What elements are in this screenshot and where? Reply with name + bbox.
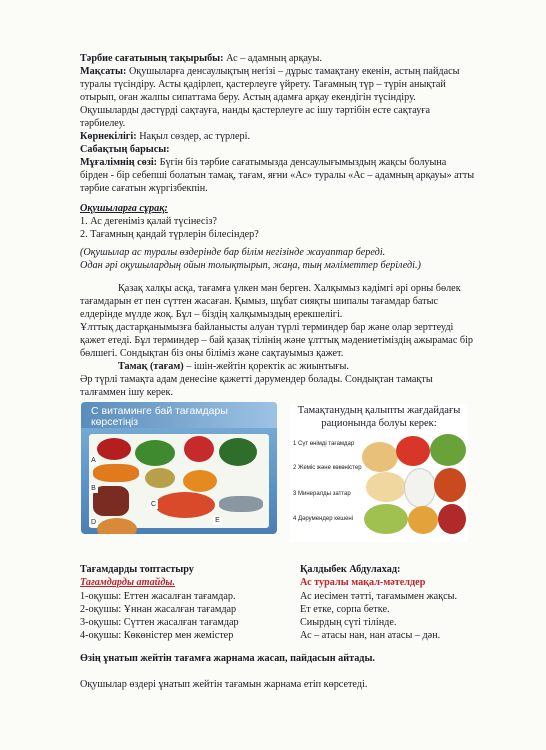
groups-title-text: Тағамдарды топтастыру xyxy=(80,564,194,575)
goal-line-4: Оқушыларды дәстүрді сақтауға, нанды қастерлеуге ас ішу тәртібін есте сақтауға xyxy=(80,105,431,116)
cabbage-icon xyxy=(145,468,175,488)
nutrition-item-2: 2 Жеміс және көкөністер xyxy=(293,465,362,471)
fish-icon xyxy=(219,496,263,512)
para1-line-4: Ұлттық дастарқанымызға байланысты алуан түрлі терминдер бар және олар зерттеуді xyxy=(80,322,454,333)
group-item-1: 1-оқушы: Еттен жасалған тағамдар. xyxy=(80,591,236,602)
progress-text: Сабақтың барысы: xyxy=(80,144,170,155)
definition-line xyxy=(118,360,349,373)
goal-line-1 xyxy=(80,65,459,78)
nutrition-title-1: Тамақтанудың қалыпты жағдайдағы xyxy=(297,405,461,416)
teacher-line-1 xyxy=(80,156,446,169)
para2-line-1: Әр түрлі тамақта адам денесіне қажетті дәрумендер болады. Сондықтан тамақты xyxy=(80,374,433,385)
goal-line-2: туралы түсіндіру. Асты қадірлеп, қастерлеуге үйрету. Тағамның түр – түрін анықтай xyxy=(80,79,446,90)
teacher-label: Мұғалімнің сөзі: xyxy=(80,157,158,168)
para1-line-6: бөлшегі. Сондықтан біз оны біліміз және сақтауымыз қажет. xyxy=(80,348,344,359)
grapes-photo-icon xyxy=(430,434,466,466)
groups-title xyxy=(80,563,194,576)
papaya-photo-icon xyxy=(434,468,466,502)
note-line-1: (Оқушылар ас туралы өздерінде бар білім негізінде жауаптар береді. xyxy=(80,247,386,258)
definition-term: Тамақ (тағам) xyxy=(118,361,184,372)
bread-icon xyxy=(97,518,137,534)
para1-line-1: Қазақ халқы асқа, тағамға үлкен мән берген. Халқымыз кәдімгі әрі орны бөлек xyxy=(118,283,461,294)
visual-value: Нақыл сөздер, ас түрлері. xyxy=(136,131,251,142)
berries-photo-icon xyxy=(438,504,466,534)
milk-photo-icon xyxy=(404,468,436,508)
bread-photo-icon xyxy=(362,442,398,472)
final-line: Оқушылар өздері ұнатып жейтін тағамын жарнама етіп көрсетеді. xyxy=(80,679,368,690)
teacher-text: Бүгін біз тәрбие сағатымызда денсаулығымыздың жақсы болуына xyxy=(157,157,447,168)
label-a: A xyxy=(89,456,98,465)
groups-subtitle: Тағамдарды атайды. xyxy=(80,577,176,588)
proverb-3: Сиырдың сүті тілінде. xyxy=(300,617,397,628)
slide-food-panel xyxy=(89,434,269,528)
progress-label xyxy=(80,143,170,156)
carrot-icon xyxy=(93,464,139,482)
note-line-2: Одан әрі оқушылардың ойын толықтырып, жаңа, тың мәліметтер беріледі.) xyxy=(80,260,421,271)
task-line: Өзің ұнатып жейтін тағамға жарнама жасап, пайдасын айтады. xyxy=(80,653,375,664)
teacher-line-2: бірден - бір себепші болатын тамақ, тағам, яғни «Ас» туралы «Ас – адамның арқауы» атты xyxy=(80,170,475,181)
goal-text: Оқушыларға денсаулықтың негізі – дұрыс тамақтану екенін, астың пайдасы xyxy=(126,66,460,77)
label-c: C xyxy=(150,501,157,508)
questions-title: Оқушыларға сұрақ: xyxy=(80,203,168,214)
question-1: 1. Ас дегеніміз қалай түсінесіз? xyxy=(80,216,217,227)
vitamin-c-foods-image xyxy=(81,402,277,534)
pumpkin-photo-icon xyxy=(408,506,438,534)
topic-label: Тәрбие сағатының тақырыбы: xyxy=(80,53,224,64)
proverb-2: Ет етке, сорпа бетке. xyxy=(300,604,390,615)
citrus-mix-icon xyxy=(155,492,215,518)
red-pepper-icon xyxy=(97,438,131,460)
nutrition-title-2: рационында болуы керек: xyxy=(321,418,437,429)
label-e: E xyxy=(213,516,222,525)
group-item-2: 2-оқушы: Ұннан жасалған тағамдар xyxy=(80,604,237,615)
food-photo xyxy=(360,432,468,540)
goal-line-5: тәрбиелеу. xyxy=(80,118,126,129)
proverb-4: Ас – атасы нан, нан атасы – дән. xyxy=(300,630,441,641)
proverb-1: Ас иесімен тәтті, тағамымен жақсы. xyxy=(300,591,458,602)
liver-icon xyxy=(93,486,129,516)
goal-label: Мақсаты: xyxy=(80,66,127,77)
greens-photo-icon xyxy=(364,504,408,534)
nutrition-diagram-image xyxy=(290,404,468,542)
proverbs-title xyxy=(300,563,400,576)
topic-value: Ас – адамның арқауы. xyxy=(223,53,322,64)
proverbs-title-text: Қалдыбек Абдулахад: xyxy=(300,564,401,575)
group-item-4: 4-оқушы: Көкөністер мен жемістер xyxy=(80,630,234,641)
para1-line-5: қажет етеді. Бұл терминдер – бай қазақ тілінің және ұлттық мәдениетіміздің ажырамас бір xyxy=(80,335,473,346)
tomato-icon xyxy=(184,436,214,462)
proverbs-subtitle: Ас туралы мақал-мәтелдер xyxy=(300,577,426,588)
para2-line-2: талғаммен ішу керек. xyxy=(80,387,174,398)
group-item-3: 3-оқушы: Сүттен жасалған тағамдар xyxy=(80,617,239,628)
teacher-line-3: тәрбие сағатын жүргізбекпін. xyxy=(80,183,208,194)
label-d: D xyxy=(90,519,97,526)
apple-photo-icon xyxy=(396,436,430,466)
label-b: B xyxy=(89,484,98,493)
goal-line-3: отырып, оған жалпы сипаттама беру. Астың адамға арқау екендігін түсіндіру. xyxy=(80,92,416,103)
topic-line xyxy=(80,52,322,65)
nutrition-item-1: 1 Сүт өнімді тағамдар xyxy=(293,441,355,447)
para1-line-2: тағамдарын ет пен сүттен жасаған. Қымыз, шұбат сияқты шипалы тағамдар батыс xyxy=(80,296,438,307)
cheese-photo-icon xyxy=(366,472,406,502)
definition-text: – ішін-жейтін қоректік ас жиынтығы. xyxy=(183,361,349,372)
spinach-icon xyxy=(219,438,257,466)
para1-line-3: елдерінде мүлде жоқ. Бұл – біздің халқымыздың ерекшелігі. xyxy=(80,309,343,320)
visual-label: Көрнекілігі: xyxy=(80,131,137,142)
orange-icon xyxy=(183,470,217,492)
visual-line xyxy=(80,130,250,143)
parsley-icon xyxy=(135,440,175,466)
slide-title: С витаминге бай тағамдары көрсетіңіз xyxy=(91,405,228,428)
question-2: 2. Тағамның қандай түрлерін білесіндер? xyxy=(80,229,259,240)
nutrition-item-4: 4 Дәрумендер кешені xyxy=(293,516,354,522)
nutrition-item-3: 3 Минералды заттар xyxy=(293,491,351,497)
